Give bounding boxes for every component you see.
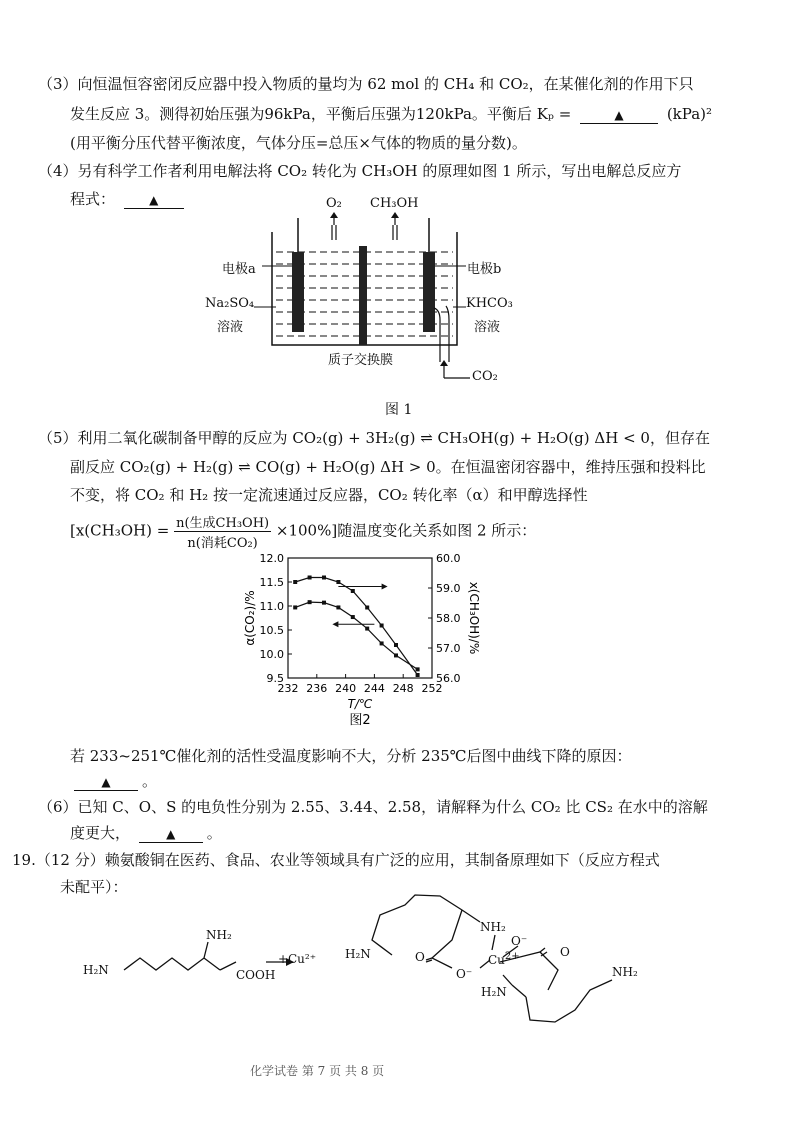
y-left-tick-label: 10.0 [259,648,284,661]
triangle-marker: ▲ [101,775,111,789]
x-tick-label: 244 [363,682,385,695]
cu-charge: 2+ [504,951,520,962]
q5-line2: 副反应 CO₂(g) + H₂(g) ⇌ CO(g) + H₂O(g) ΔH > 0。在恒温密闭容器中，维持压强和投料比 [70,458,706,476]
y-left-tick-label: 12.0 [259,552,284,565]
lysine-cooh: COOH [236,968,276,982]
y-left-tick-label: 11.0 [259,600,284,613]
triangle-marker: ▲ [149,193,159,207]
y-right-axis-label: x(CH₃OH)/% [467,581,481,655]
label-na2so4: Na₂SO₄ [205,296,255,311]
label-solution-left: 溶液 [217,320,244,335]
frac-numerator: n(生成CH₃OH) [174,512,271,532]
q3-line3: (用平衡分压代替平衡浓度，气体分压=总压×气体的物质的量分数)。 [70,134,527,152]
lysine-h2n: H₂N [83,963,109,977]
label-electrode-b: 电极b [467,262,502,277]
q3-line1: （3）向恒温恒容密闭反应器中投入物质的量均为 62 mol 的 CH₄ 和 CO₂，在某催化剂的作用下只 [38,75,694,93]
q6-line2-text: 度更大， [70,824,131,842]
complex-o-minus-right: O⁻ [511,934,528,948]
frac-denominator: n(消耗CO₂) [187,536,258,551]
y-left-axis-label: α(CO₂)/% [243,590,257,646]
label-electrode-a: 电极a [222,262,256,277]
complex-o-left: O [415,950,425,964]
label-khco3: KHCO₃ [466,296,513,311]
y-right-tick-label: 56.0 [436,672,461,685]
cu-symbol: Cu [488,953,505,967]
chart-title: 图2 [349,713,371,728]
y-left-tick-label: 10.5 [259,624,284,637]
complex-h2n-bottom: H₂N [481,985,507,999]
q5-line3: 不变，将 CO₂ 和 H₂ 按一定流速通过反应器，CO₂ 转化率（α）和甲醇选择性 [70,486,588,504]
figure1-caption: 图 1 [385,402,413,418]
triangle-marker: ▲ [614,108,624,122]
complex-o-right: O [560,945,570,959]
q19-line1: 19.（12 分）赖氨酸铜在医药、食品、农业等领域具有广泛的应用，其制备原理如下（反应方程式 [12,851,660,869]
q5-answer-line: ▲ 。 [70,770,157,791]
label-co2-inlet: CO₂ [472,369,498,384]
q3-line2-text: 发生反应 3。测得初始压强为96kPa，平衡后压强为120kPa。平衡后 [70,105,532,123]
q4-line1: （4）另有科学工作者利用电解法将 CO₂ 转化为 CH₃OH 的原理如图 1 所示，写出电解总反应方 [38,162,682,180]
x-tick-label: 248 [392,682,414,695]
x-tick-label: 240 [335,682,357,695]
kp-unit: (kPa)² [666,105,712,123]
y-left-tick-label: 9.5 [266,672,284,685]
label-ch3oh: CH₃OH [370,196,419,211]
triangle-marker: ▲ [166,827,176,841]
complex-o-minus-left: O⁻ [456,967,473,981]
y-right-tick-label: 57.0 [436,642,461,655]
complex-nh2-right: NH₂ [612,965,638,979]
label-o2: O₂ [326,196,342,211]
lysine-nh2: NH₂ [206,928,232,942]
complex-h2n-left: H₂N [345,947,371,961]
q6-line2: 度更大， ▲ 。 [70,824,222,842]
q5-line1: （5）利用二氧化碳制备甲醇的反应为 CO₂(g) + 3H₂(g) ⇌ CH₃OH(g) + H₂O(g) ΔH < 0，但存在 [38,429,710,447]
x-tick-label: 236 [306,682,328,695]
sel-left: [x(CH₃OH) = [70,521,170,540]
y-left-tick-label: 11.5 [259,576,284,589]
lysine-structure [124,942,236,970]
cu2-ion: Cu²⁺ [288,952,317,966]
y-right-tick-label: 60.0 [436,552,461,565]
complex-cu-center [488,951,520,967]
q6-line1: （6）已知 C、O、S 的电负性分别为 2.55、3.44、2.58，请解释为什么 CO₂ 比 CS₂ 在水中的溶解 [38,798,708,816]
x-tick-label: 252 [421,682,443,695]
q19-line2: 未配平）： [60,878,128,896]
q5-after-line: 若 233~251℃催化剂的活性受温度影响不大，分析 235℃后图中曲线下降的原因： [70,747,632,765]
label-membrane: 质子交换膜 [328,353,394,368]
sel-right: ×100%]随温度变化关系如图 2 所示： [275,521,537,540]
x-tick-label: 232 [277,682,299,695]
y-right-tick-label: 58.0 [436,612,461,625]
page-footer: 化学试卷 第 7 页 共 8 页 [250,1064,385,1078]
label-solution-right: 溶液 [474,320,501,335]
x-axis-label: T/℃ [347,697,373,711]
q4-line2-text: 程式： [70,190,116,208]
plus-sign: + [278,952,289,966]
y-right-tick-label: 59.0 [436,582,461,595]
kp-label: Kₚ = [536,105,572,123]
complex-nh2-top: NH₂ [480,920,506,934]
